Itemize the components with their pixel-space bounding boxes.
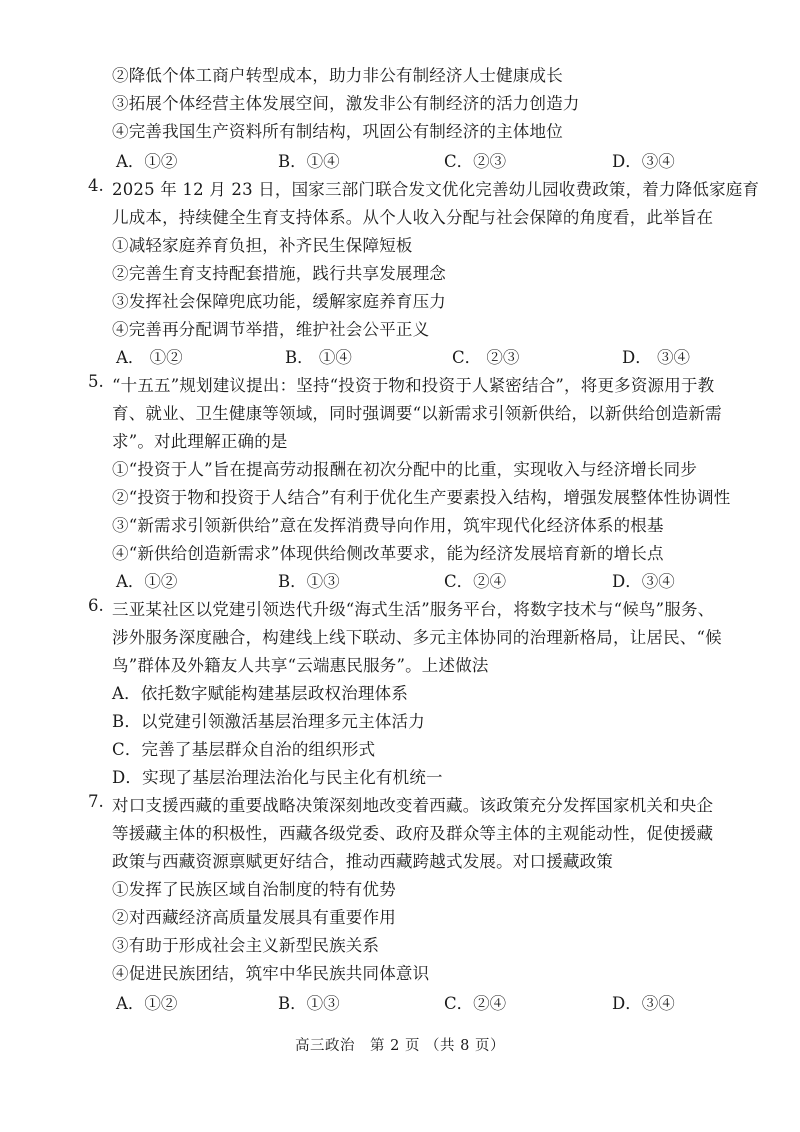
q5-stem-line: 育、就业、卫生健康等领域，同时强调要“以新需求引领新供给，以新供给创造新需 bbox=[112, 404, 722, 423]
q5-number: 5. bbox=[88, 372, 104, 391]
continued-option-d: D．③④ bbox=[612, 152, 675, 171]
q6-option-b: B．以党建引领激活基层治理多元主体活力 bbox=[112, 712, 425, 731]
continued-item-3: ③拓展个体经营主体发展空间，激发非公有制经济的活力创造力 bbox=[112, 94, 580, 113]
q4-item-2: ②完善生育支持配套措施，践行共享发展理念 bbox=[112, 264, 446, 283]
q4-option-b: B． ①④ bbox=[285, 348, 352, 367]
q4-option-c: C． ②③ bbox=[452, 348, 520, 367]
q5-option-d: D．③④ bbox=[612, 572, 675, 591]
q6-stem-line: 三亚某社区以党建引领迭代升级“海式生活”服务平台，将数字技术与“候鸟”服务、 bbox=[112, 600, 715, 619]
q4-item-1: ①减轻家庭养育负担，补齐民生保障短板 bbox=[112, 236, 413, 255]
q5-option-b: B．①③ bbox=[278, 572, 340, 591]
q7-item-3: ③有助于形成社会主义新型民族关系 bbox=[112, 936, 380, 955]
q5-item-2: ②“投资于物和投资于人结合”有利于优化生产要素投入结构，增强发展整体性协调性 bbox=[112, 488, 731, 507]
q7-stem-line: 政策与西藏资源禀赋更好结合，推动西藏跨越式发展。对口援藏政策 bbox=[112, 852, 613, 871]
q4-number: 4. bbox=[88, 176, 104, 195]
continued-option-a: A．①② bbox=[116, 152, 178, 171]
continued-item-2: ②降低个体工商户转型成本，助力非公有制经济人士健康成长 bbox=[112, 66, 563, 85]
q6-number: 6. bbox=[88, 596, 104, 615]
q6-stem-line: 涉外服务深度融合，构建线上线下联动、多元主体协同的治理新格局，让居民、“候 bbox=[112, 628, 722, 647]
q5-item-1: ①“投资于人”旨在提高劳动报酬在初次分配中的比重，实现收入与经济增长同步 bbox=[112, 460, 698, 479]
q7-item-1: ①发挥了民族区域自治制度的特有优势 bbox=[112, 880, 396, 899]
page-footer: 高三政治 第 2 页 （共 8 页） bbox=[295, 1038, 505, 1054]
q7-stem-line: 等援藏主体的积极性，西藏各级党委、政府及群众等主体的主观能动性，促使援藏 bbox=[112, 824, 714, 843]
q7-option-c: C．②④ bbox=[444, 994, 507, 1013]
q4-option-d: D． ③④ bbox=[622, 348, 690, 367]
q7-option-b: B．①③ bbox=[278, 994, 340, 1013]
q5-option-c: C．②④ bbox=[444, 572, 507, 591]
q4-stem-line: 儿成本，持续健全生育支持体系。从个人收入分配与社会保障的角度看，此举旨在 bbox=[112, 208, 714, 227]
q4-option-a: A． ①② bbox=[116, 348, 183, 367]
q6-option-a: A．依托数字赋能构建基层政权治理体系 bbox=[112, 684, 409, 703]
q5-option-a: A．①② bbox=[116, 572, 178, 591]
q4-item-4: ④完善再分配调节举措，维护社会公平正义 bbox=[112, 320, 430, 339]
continued-item-4: ④完善我国生产资料所有制结构，巩固公有制经济的主体地位 bbox=[112, 122, 563, 141]
q6-stem-line: 鸟”群体及外籍友人共享“云端惠民服务”。上述做法 bbox=[112, 656, 489, 675]
q7-option-d: D．③④ bbox=[612, 994, 675, 1013]
q7-option-a: A．①② bbox=[116, 994, 178, 1013]
continued-option-b: B．①④ bbox=[278, 152, 340, 171]
q6-option-d: D．实现了基层治理法治化与民主化有机统一 bbox=[112, 768, 443, 787]
continued-option-c: C．②③ bbox=[444, 152, 507, 171]
q4-item-3: ③发挥社会保障兜底功能，缓解家庭养育压力 bbox=[112, 292, 446, 311]
q7-stem-line: 对口支援西藏的重要战略决策深刻地改变着西藏。该政策充分发挥国家机关和央企 bbox=[112, 796, 714, 815]
q5-item-3: ③“新需求引领新供给”意在发挥消费导向作用，筑牢现代化经济体系的根基 bbox=[112, 516, 664, 535]
q5-stem-line: 求”。对此理解正确的是 bbox=[112, 432, 288, 451]
q5-stem-line: “十五五”规划建议提出：坚持“投资于物和投资于人紧密结合”，将更多资源用于教 bbox=[112, 376, 715, 395]
q7-item-4: ④促进民族团结，筑牢中华民族共同体意识 bbox=[112, 964, 430, 983]
q6-option-c: C．完善了基层群众自治的组织形式 bbox=[112, 740, 376, 759]
q5-item-4: ④“新供给创造新需求”体现供给侧改革要求，能为经济发展培育新的增长点 bbox=[112, 544, 664, 563]
q7-number: 7. bbox=[88, 792, 104, 811]
q7-item-2: ②对西藏经济高质量发展具有重要作用 bbox=[112, 908, 396, 927]
q4-stem-line: 2025 年 12 月 23 日，国家三部门联合发文优化完善幼儿园收费政策，着力降低家庭育 bbox=[112, 180, 760, 199]
